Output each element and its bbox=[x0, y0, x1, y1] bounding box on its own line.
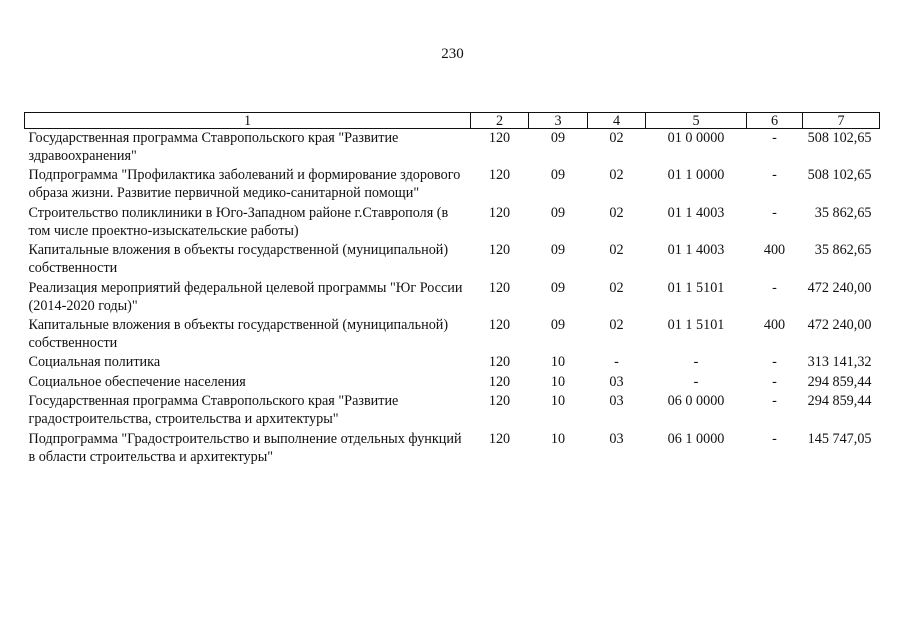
amount-cell: 294 859,44 bbox=[807, 373, 872, 390]
row-name-cell: Государственная программа Ставропольского края "Развитие градостроительства, строительства и архитектуры" bbox=[28, 393, 399, 428]
table-row bbox=[25, 353, 880, 372]
admin-code-cell: 120 bbox=[488, 393, 511, 410]
column-header: 4 bbox=[588, 113, 646, 129]
column-header: 6 bbox=[747, 113, 803, 129]
section-cell: 10 bbox=[550, 430, 566, 447]
admin-code-cell: 120 bbox=[488, 279, 511, 296]
subsection-cell: - bbox=[614, 354, 619, 371]
amount-cell: 472 240,00 bbox=[807, 279, 872, 296]
expense-type-cell: - bbox=[772, 430, 777, 447]
budget-table bbox=[24, 112, 880, 467]
expense-type-cell: - bbox=[772, 130, 777, 146]
table-row bbox=[25, 204, 880, 241]
row-name-cell: Государственная программа Ставропольского края "Развитие здравоохранения" bbox=[28, 130, 399, 164]
target-article-cell: 01 1 4003 bbox=[667, 242, 725, 259]
amount-cell: 508 102,65 bbox=[807, 167, 872, 184]
expense-type-cell: - bbox=[772, 373, 777, 390]
target-article-cell: 01 1 0000 bbox=[667, 167, 725, 184]
column-header: 7 bbox=[803, 113, 880, 129]
subsection-cell: 02 bbox=[609, 316, 624, 333]
amount-cell: 35 862,65 bbox=[814, 242, 872, 259]
row-name-cell: Строительство поликлиники в Юго-Западном районе г.Ставрополя (в том числе проектно-изыскательские работы) bbox=[28, 204, 449, 239]
target-article-cell: 01 1 4003 bbox=[667, 204, 725, 221]
target-article-cell: 01 0 0000 bbox=[667, 130, 725, 146]
section-cell: 09 bbox=[550, 204, 566, 221]
row-name-cell: Подпрограмма "Профилактика заболеваний и формирование здорового образа жизни. Развитие первичной медико-санитарной помощи" bbox=[28, 167, 461, 202]
subsection-cell: 03 bbox=[609, 393, 624, 410]
row-name-cell: Капитальные вложения в объекты государственной (муниципальной) собственности bbox=[28, 316, 449, 351]
column-header: 3 bbox=[529, 113, 588, 129]
target-article-cell: 01 1 5101 bbox=[667, 316, 725, 333]
amount-cell: 35 862,65 bbox=[814, 204, 872, 221]
column-header: 2 bbox=[471, 113, 529, 129]
subsection-cell: 02 bbox=[609, 130, 624, 146]
section-cell: 09 bbox=[550, 279, 566, 296]
section-cell: 10 bbox=[550, 373, 566, 390]
column-header: 1 bbox=[25, 113, 471, 129]
row-name-cell: Капитальные вложения в объекты государственной (муниципальной) собственности bbox=[28, 242, 449, 277]
table-row bbox=[25, 166, 880, 203]
expense-type-cell: - bbox=[772, 393, 777, 410]
target-article-cell: 06 0 0000 bbox=[667, 393, 725, 410]
target-article-cell: - bbox=[693, 373, 699, 390]
table-row bbox=[25, 316, 880, 353]
subsection-cell: 03 bbox=[609, 430, 624, 447]
expense-type-cell: 400 bbox=[763, 242, 786, 259]
table-header-row bbox=[25, 113, 880, 129]
expense-type-cell: - bbox=[772, 204, 777, 221]
section-cell: 10 bbox=[550, 354, 566, 371]
subsection-cell: 02 bbox=[609, 242, 624, 259]
table-row bbox=[25, 241, 880, 278]
admin-code-cell: 120 bbox=[488, 204, 511, 221]
admin-code-cell: 120 bbox=[488, 242, 511, 259]
table-row bbox=[25, 373, 880, 392]
subsection-cell: 02 bbox=[609, 279, 624, 296]
expense-type-cell: - bbox=[772, 354, 777, 371]
subsection-cell: 02 bbox=[609, 204, 624, 221]
table-row bbox=[25, 430, 880, 467]
row-name-cell: Социальное обеспечение населения bbox=[28, 373, 246, 390]
admin-code-cell: 120 bbox=[488, 130, 511, 146]
target-article-cell: - bbox=[693, 354, 699, 371]
page-number: 230 bbox=[441, 46, 464, 62]
row-name-cell: Подпрограмма "Градостроительство и выполнение отдельных функций в области строительства и архитектуры" bbox=[28, 430, 462, 465]
expense-type-cell: - bbox=[772, 167, 777, 184]
table-row bbox=[25, 129, 880, 167]
amount-cell: 294 859,44 bbox=[807, 393, 872, 410]
table-body bbox=[25, 129, 880, 467]
subsection-cell: 02 bbox=[609, 167, 624, 184]
table-row bbox=[25, 392, 880, 429]
row-name-cell: Социальная политика bbox=[28, 354, 161, 371]
admin-code-cell: 120 bbox=[488, 354, 511, 371]
target-article-cell: 06 1 0000 bbox=[667, 430, 725, 447]
amount-cell: 313 141,32 bbox=[807, 354, 872, 371]
amount-cell: 508 102,65 bbox=[807, 130, 872, 146]
expense-type-cell: 400 bbox=[763, 316, 786, 333]
target-article-cell: 01 1 5101 bbox=[667, 279, 725, 296]
section-cell: 09 bbox=[550, 167, 566, 184]
section-cell: 09 bbox=[550, 130, 566, 146]
row-name-cell: Реализация мероприятий федеральной целевой программы "Юг России (2014-2020 годы)" bbox=[28, 279, 463, 314]
column-header: 5 bbox=[646, 113, 747, 129]
admin-code-cell: 120 bbox=[488, 167, 511, 184]
admin-code-cell: 120 bbox=[488, 373, 511, 390]
section-cell: 10 bbox=[550, 393, 566, 410]
section-cell: 09 bbox=[550, 242, 566, 259]
amount-cell: 472 240,00 bbox=[807, 316, 872, 333]
admin-code-cell: 120 bbox=[488, 316, 511, 333]
section-cell: 09 bbox=[550, 316, 566, 333]
admin-code-cell: 120 bbox=[488, 430, 511, 447]
table-row bbox=[25, 279, 880, 316]
amount-cell: 145 747,05 bbox=[807, 430, 872, 447]
expense-type-cell: - bbox=[772, 279, 777, 296]
subsection-cell: 03 bbox=[609, 373, 624, 390]
